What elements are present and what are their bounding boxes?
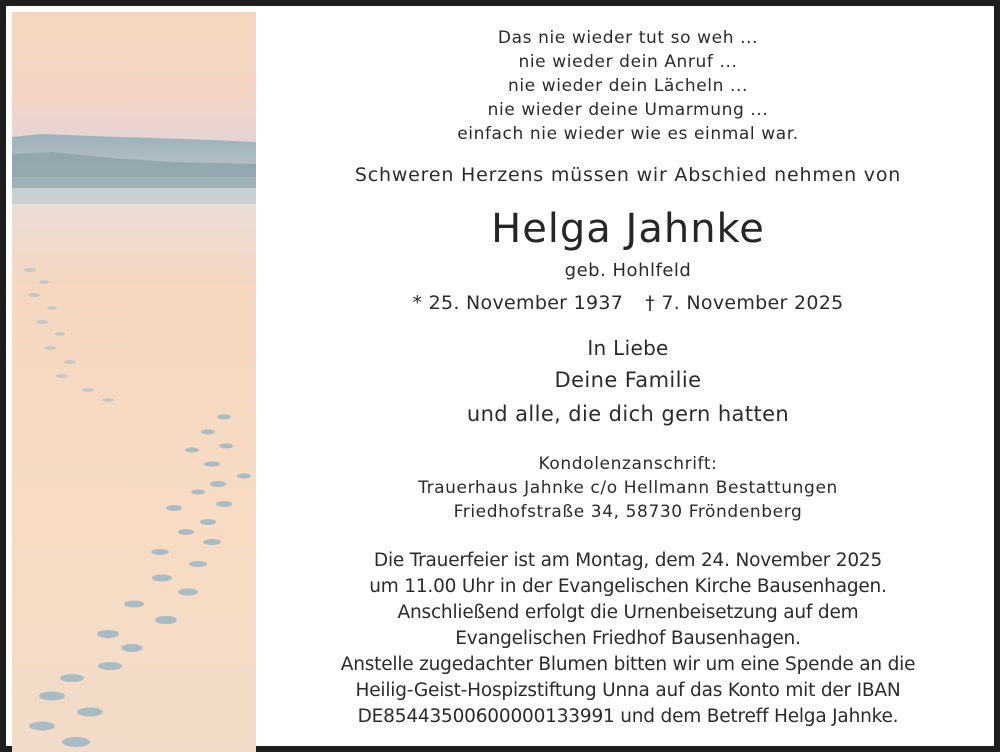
- birth-date: * 25. November 1937: [412, 292, 624, 314]
- condolence-label: Kondolenzanschrift:: [538, 454, 718, 474]
- poem-line-1: Das nie wieder tut so weh ...: [497, 28, 759, 48]
- condolence-address-line-1: Trauerhaus Jahnke c/o Hellmann Bestattungen: [418, 478, 838, 498]
- service-line-7: DE85443500600000133991 und dem Betreff Helga Jahnke.: [357, 706, 899, 727]
- poem-line-2: nie wieder dein Anruf ...: [518, 52, 738, 72]
- poem-line-4: nie wieder deine Umarmung ...: [487, 100, 769, 120]
- beach-footprints-photo: [12, 12, 256, 752]
- service-line-3: Anschließend erfolgt die Urnenbeisetzung auf dem: [397, 602, 859, 623]
- family-text: Deine Familie: [554, 368, 702, 392]
- service-line-5: Anstelle zugedachter Blumen bitten wir um eine Spende an die: [340, 654, 916, 675]
- service-line-2: um 11.00 Uhr in der Evangelischen Kirche Bausenhagen.: [369, 576, 887, 597]
- death-date: † 7. November 2025: [645, 292, 844, 314]
- deceased-name: Helga Jahnke: [491, 206, 765, 252]
- intro-text: Schweren Herzens müssen wir Abschied nehmen von: [354, 164, 902, 186]
- in-love-text: In Liebe: [587, 336, 669, 360]
- life-dates: [256, 292, 1000, 314]
- poem-line-3: nie wieder dein Lächeln ...: [507, 76, 749, 96]
- condolence-address-line-2: Friedhofstraße 34, 58730 Fröndenberg: [453, 502, 803, 522]
- others-text: und alle, die dich gern hatten: [466, 402, 790, 426]
- obituary-text: [256, 12, 1000, 752]
- service-line-1: Die Trauerfeier ist am Montag, dem 24. November 2025: [373, 550, 883, 571]
- service-line-4: Evangelischen Friedhof Bausenhagen.: [455, 628, 801, 649]
- poem-line-5: einfach nie wieder wie es einmal war.: [457, 124, 799, 144]
- maiden-name: geb. Hohlfeld: [564, 260, 692, 281]
- service-line-6: Heilig-Geist-Hospizstiftung Unna auf das Konto mit der IBAN: [355, 680, 901, 701]
- beach-footprints-image: [12, 12, 256, 752]
